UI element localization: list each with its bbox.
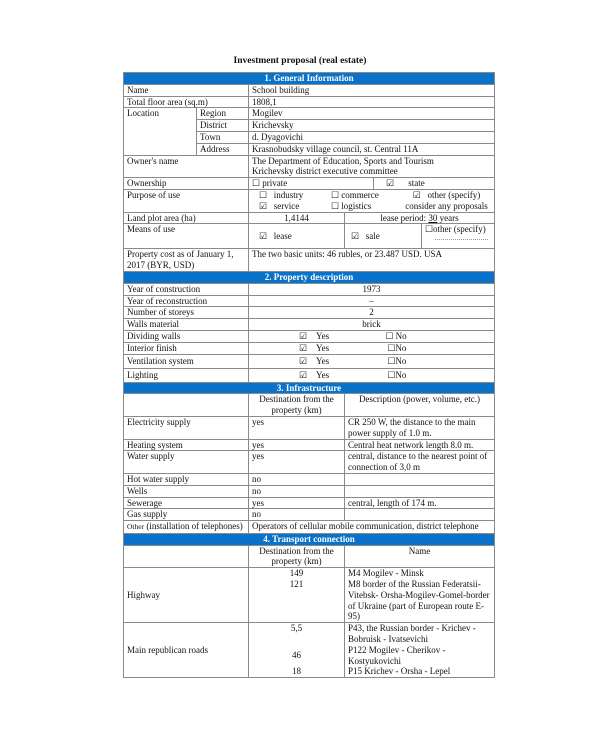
checkbox-unchecked-icon[interactable]: ☐ (385, 330, 394, 341)
destination-value: no (249, 473, 345, 485)
row-storeys (124, 307, 495, 319)
ownership-private-option[interactable] (249, 178, 374, 189)
section-header-infrastructure (124, 382, 495, 394)
field-value: brick (249, 319, 495, 331)
column-header-description: Description (power, volume, etc.) (345, 394, 495, 417)
section-title: 3. Infrastructure (124, 382, 495, 394)
description-value (345, 473, 495, 485)
row-land (124, 212, 495, 224)
lease-years: 30 (428, 212, 438, 223)
route-name: P122 Mogilev - Cherikov - Kostyukovichi (348, 644, 446, 666)
checkbox-checked-icon[interactable]: ☑ (299, 355, 308, 366)
section-header-property (124, 271, 495, 283)
field-value: 2 (249, 307, 495, 319)
sub-label: Address (197, 143, 249, 155)
destination-value: yes (249, 439, 345, 451)
no-option[interactable]: ☐No (387, 342, 407, 353)
row-walls (124, 319, 495, 331)
field-label: Walls material (124, 319, 249, 331)
row-name (124, 84, 495, 96)
no-option[interactable]: ☐No (387, 355, 407, 366)
field-label: Property cost as of January 1, 2017 (BYR, USD) (124, 249, 249, 272)
route-name: M8 border of the Russian Federatsii-Vitebsk- Orsha-Mogilev-Gomel-border of Ukraine (part of European route E-95) (348, 579, 490, 622)
distance-value: 18 (292, 666, 301, 677)
table-row (124, 497, 495, 509)
table-row (124, 485, 495, 497)
purpose-industry-option[interactable]: ☐ industry (259, 189, 304, 200)
field-label: Total floor area (sq.m) (124, 96, 249, 108)
checkbox-unchecked-icon[interactable]: ☐ (425, 224, 434, 235)
lease-period: lease period: 30 years (345, 212, 495, 224)
checkbox-checked-icon[interactable]: ☑ (259, 230, 268, 241)
table-row (124, 439, 495, 451)
row-purpose (124, 189, 495, 212)
field-value: Krasnobudsky village council, st. Central 11A (249, 143, 495, 155)
means-lease-option[interactable]: ☑ lease (249, 224, 345, 249)
document-title: Investment proposal (real estate) (233, 56, 367, 66)
no-option[interactable]: ☐No (387, 369, 407, 380)
table-row (124, 416, 495, 439)
checkbox-unchecked-icon[interactable]: ☐ (387, 369, 396, 380)
field-value: The two basic units: 46 rubles, or 23.487 USD. USA (249, 249, 495, 272)
field-label: Land plot area (ha) (124, 212, 249, 224)
table-row (124, 509, 495, 521)
distance-value: 149 (289, 568, 304, 579)
row-means (124, 224, 495, 249)
means-other-option[interactable]: ☐other (specify) (422, 224, 495, 248)
field-value: – (249, 295, 495, 307)
no-option[interactable]: ☐ No (385, 330, 407, 341)
owner-line-1: The Department of Education, Sports and Tourism (252, 155, 434, 166)
route-name: M4 Mogilev - Minsk (348, 568, 424, 579)
table-row-highway (124, 568, 495, 623)
table-row-other (124, 521, 495, 534)
purpose-service-option[interactable]: ☑ service (259, 200, 300, 211)
field-label: Number of storeys (124, 307, 249, 319)
sub-label: District (197, 120, 249, 132)
field-label: Name (124, 84, 249, 96)
field-value (249, 155, 495, 178)
owner-line-2: Krichevsky district executive committee (252, 166, 398, 177)
field-label: Year of construction (124, 283, 249, 295)
table-row-republican-roads (124, 623, 495, 678)
section-header-transport (124, 533, 495, 545)
purpose-commerce-option[interactable]: ☐ commerce (331, 189, 379, 200)
row-cost (124, 249, 495, 272)
purpose-logistics-option[interactable]: ☐ logistics (331, 200, 372, 211)
row-dividing-walls (124, 330, 495, 342)
description-value (345, 485, 495, 497)
field-value: School building (249, 84, 495, 96)
table-row (124, 473, 495, 485)
row-ownership (124, 178, 495, 190)
column-header-destination: Destination from the property (km) (249, 394, 345, 417)
distance-value: 5,5 (290, 623, 303, 634)
purpose-other-option[interactable]: ☑ other (specify) (412, 189, 481, 200)
row-region (124, 108, 495, 120)
field-value: Operators of cellular mobile communication, district telephone (249, 521, 495, 534)
investment-proposal-table (123, 72, 495, 678)
field-label: Highway (124, 568, 249, 623)
sub-label: Region (197, 108, 249, 120)
field-label: Sewerage (124, 497, 249, 509)
table-row (124, 451, 495, 474)
destination-value: yes (249, 451, 345, 474)
field-value: Mogilev (249, 108, 495, 120)
checkbox-unchecked-icon[interactable]: ☐ (252, 178, 261, 189)
means-sale-option[interactable]: ☑ sale (345, 224, 422, 248)
infrastructure-column-headers (124, 394, 495, 417)
checkbox-checked-icon[interactable]: ☑ (386, 178, 395, 189)
destination-value: no (249, 509, 345, 521)
checkbox-checked-icon[interactable]: ☑ (351, 230, 360, 241)
field-value: Krichevsky (249, 120, 495, 132)
section-title: 1. General Information (124, 73, 495, 85)
field-label: Heating system (124, 439, 249, 451)
section-title: 2. Property description (124, 271, 495, 283)
field-label: Ownership (124, 178, 249, 190)
yes-option[interactable]: ☑ Yes (299, 342, 330, 353)
field-value: 1808,1 (249, 96, 495, 108)
field-label: Main republican roads (124, 623, 249, 678)
description-value: central, length of 174 m. (345, 497, 495, 509)
checkbox-checked-icon[interactable]: ☑ (299, 369, 308, 380)
description-value: central, distance to the nearest point of connection of 3,0 m (345, 451, 495, 474)
row-interior-finish (124, 342, 495, 354)
field-label: Other (installation of telephones) (124, 521, 249, 534)
destination-value: yes (249, 416, 345, 439)
column-header-name: Name (345, 545, 495, 568)
row-owner (124, 155, 495, 178)
description-value (345, 509, 495, 521)
route-name: P15 Krichev - Orsha - Lepel (348, 666, 451, 677)
field-label: Location (124, 108, 197, 155)
option-label: state (408, 178, 425, 189)
yes-option[interactable]: ☑ Yes (299, 355, 330, 366)
field-label: Water supply (124, 451, 249, 474)
destination-value: no (249, 485, 345, 497)
land-area-value: 1,4144 (249, 212, 345, 224)
checkbox-unchecked-icon[interactable]: ☐ (331, 200, 340, 211)
sub-label: Town (197, 131, 249, 143)
section-header-general (124, 73, 495, 85)
destination-value: yes (249, 497, 345, 509)
field-label: Purpose of use (124, 189, 249, 212)
distance-value: 46 (292, 649, 301, 660)
ownership-state-option[interactable] (374, 178, 495, 189)
field-label: Dividing walls (124, 330, 249, 342)
field-value: 1973 (249, 283, 495, 295)
specify-line (435, 237, 488, 240)
description-value: CR 250 W, the distance to the main power supply of 1.0 m. (345, 416, 495, 439)
section-title: 4. Transport connection (124, 533, 495, 545)
checkbox-unchecked-icon[interactable]: ☐ (331, 189, 340, 200)
row-ventilation (124, 354, 495, 368)
row-year-construction (124, 283, 495, 295)
row-area (124, 96, 495, 108)
description-value: Central heat network length 8.0 m. (345, 439, 495, 451)
route-name: P43, the Russian border - Krichev - Bobruisk - Ivatsevichi (348, 623, 476, 645)
field-label: Hot water supply (124, 473, 249, 485)
transport-column-headers (124, 545, 495, 568)
purpose-other-value: consider any proposals (405, 200, 488, 211)
column-header-destination: Destination from the property (km) (249, 545, 345, 568)
row-year-reconstruction (124, 295, 495, 307)
yes-option[interactable]: ☑ Yes (299, 330, 330, 341)
field-label: Means of use (124, 224, 249, 249)
checkbox-unchecked-icon[interactable]: ☐ (259, 189, 268, 200)
checkbox-checked-icon[interactable]: ☑ (299, 330, 308, 341)
field-label: Lighting (124, 368, 249, 382)
distance-value: 121 (289, 579, 304, 590)
field-label: Electricity supply (124, 416, 249, 439)
field-label: Wells (124, 485, 249, 497)
field-label: Interior finish (124, 342, 249, 354)
field-label: Year of reconstruction (124, 295, 249, 307)
field-label: Gas supply (124, 509, 249, 521)
field-label: Ventilation system (124, 354, 249, 368)
yes-option[interactable]: ☑ Yes (299, 369, 330, 380)
checkbox-checked-icon[interactable]: ☑ (299, 342, 308, 353)
field-value: d. Dyagovichi (249, 131, 495, 143)
checkbox-checked-icon[interactable]: ☑ (259, 200, 268, 211)
checkbox-unchecked-icon[interactable]: ☐ (387, 342, 396, 353)
row-lighting (124, 368, 495, 382)
option-label: private (262, 178, 288, 189)
field-label: Owner's name (124, 155, 249, 178)
checkbox-unchecked-icon[interactable]: ☐ (387, 355, 396, 366)
checkbox-checked-icon[interactable]: ☑ (412, 189, 421, 200)
